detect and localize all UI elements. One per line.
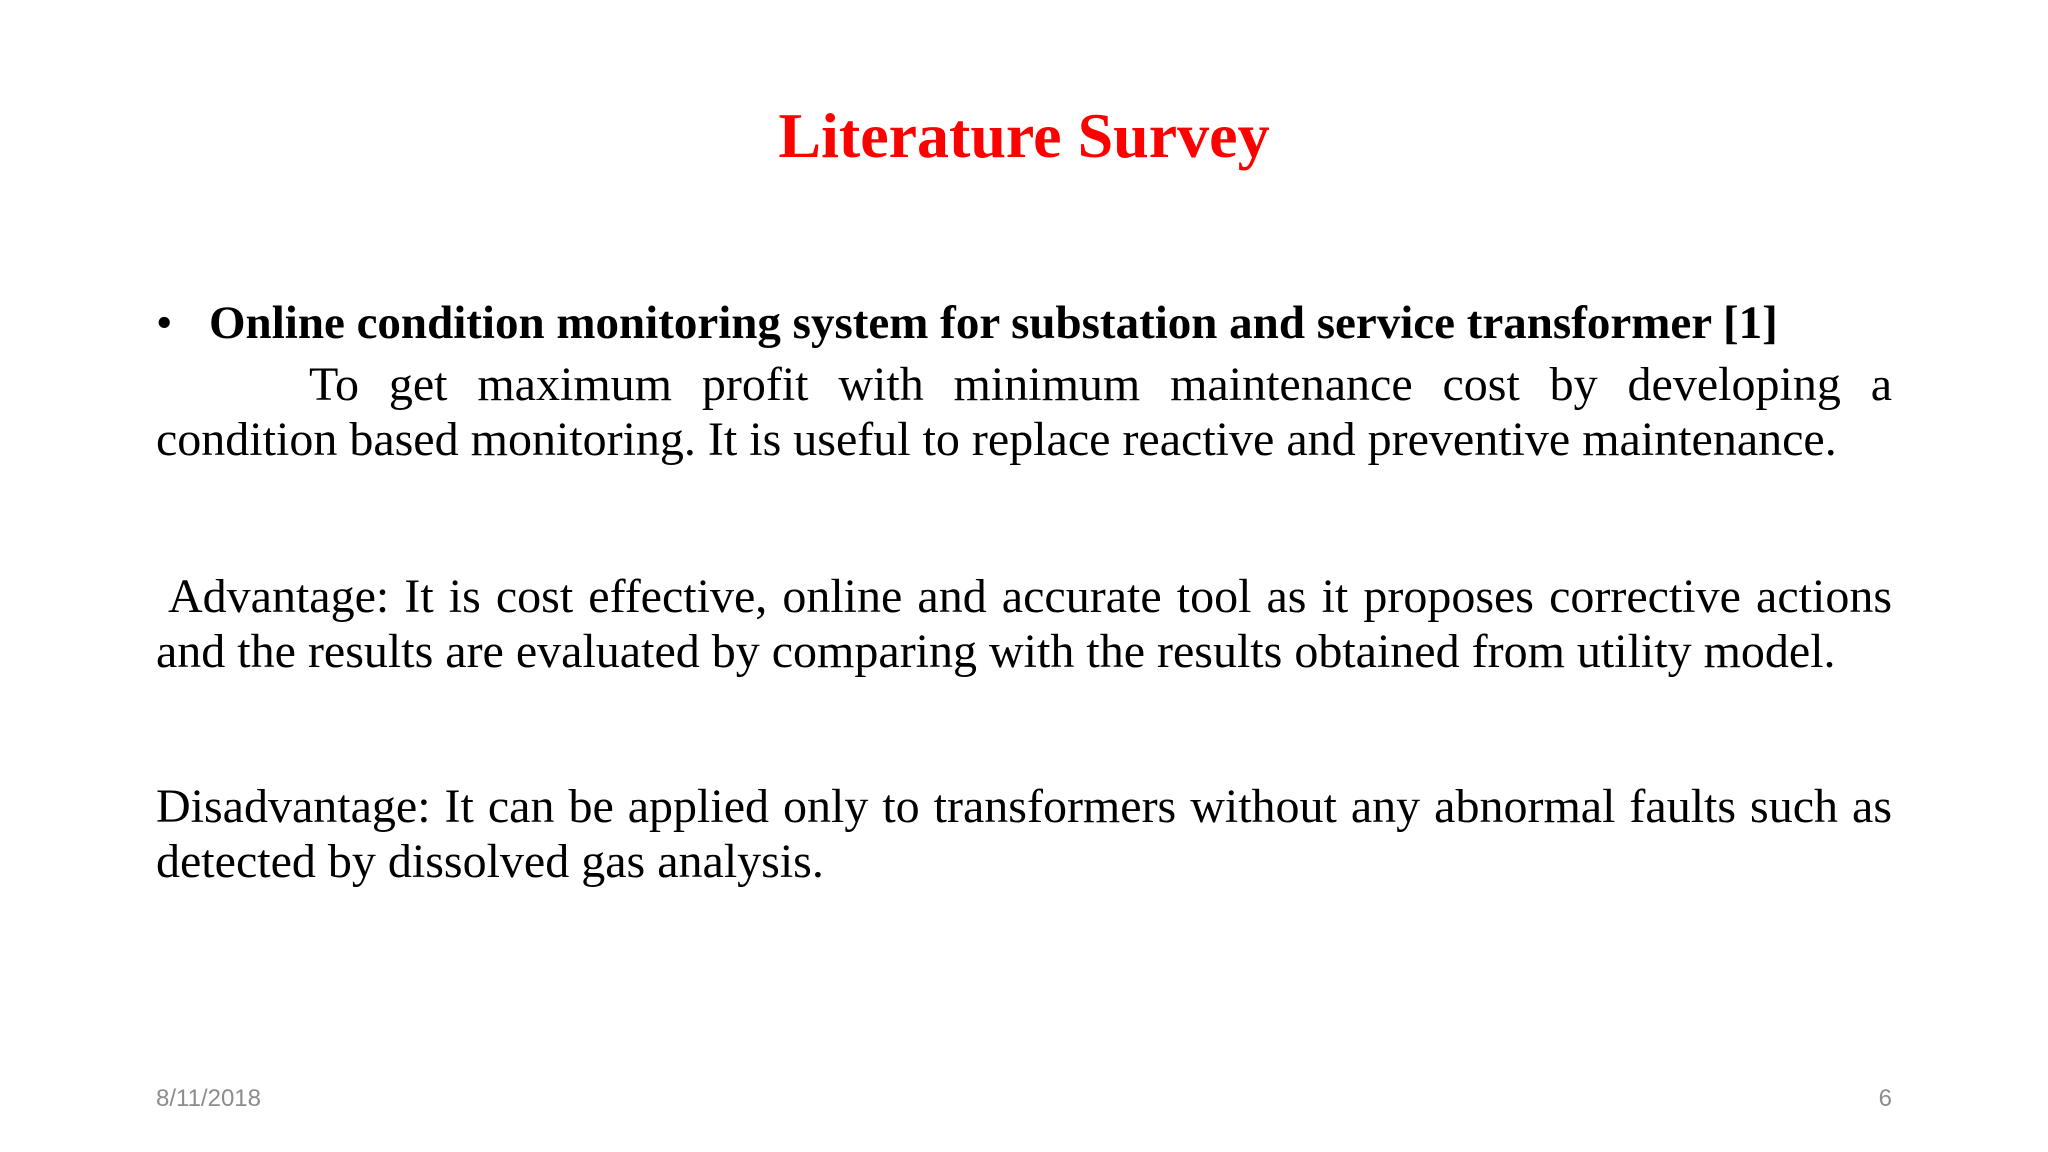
bullet-icon: • xyxy=(156,297,173,349)
bullet-item xyxy=(156,295,1892,351)
advantage-paragraph: Advantage: It is cost effective, online and accurate tool as it proposes corrective actions and the results are evaluated by comparing with the results obtained from utility model. xyxy=(156,570,1892,678)
slide-body xyxy=(156,295,1892,889)
disadvantage-paragraph: Disadvantage: It can be applied only to transformers without any abnormal faults such as detected by dissolved gas analysis. xyxy=(156,780,1892,888)
bullet-heading: Online condition monitoring system for substation and service transformer [1] xyxy=(209,297,1778,349)
page-number: 6 xyxy=(1878,1085,1892,1112)
objective-paragraph: To get maximum profit with minimum maintenance cost by developing a condition based monitoring. It is useful to replace reactive and preventive maintenance. xyxy=(156,358,1892,466)
footer-date: 8/11/2018 xyxy=(156,1085,261,1112)
slide-title: Literature Survey xyxy=(778,100,1270,171)
